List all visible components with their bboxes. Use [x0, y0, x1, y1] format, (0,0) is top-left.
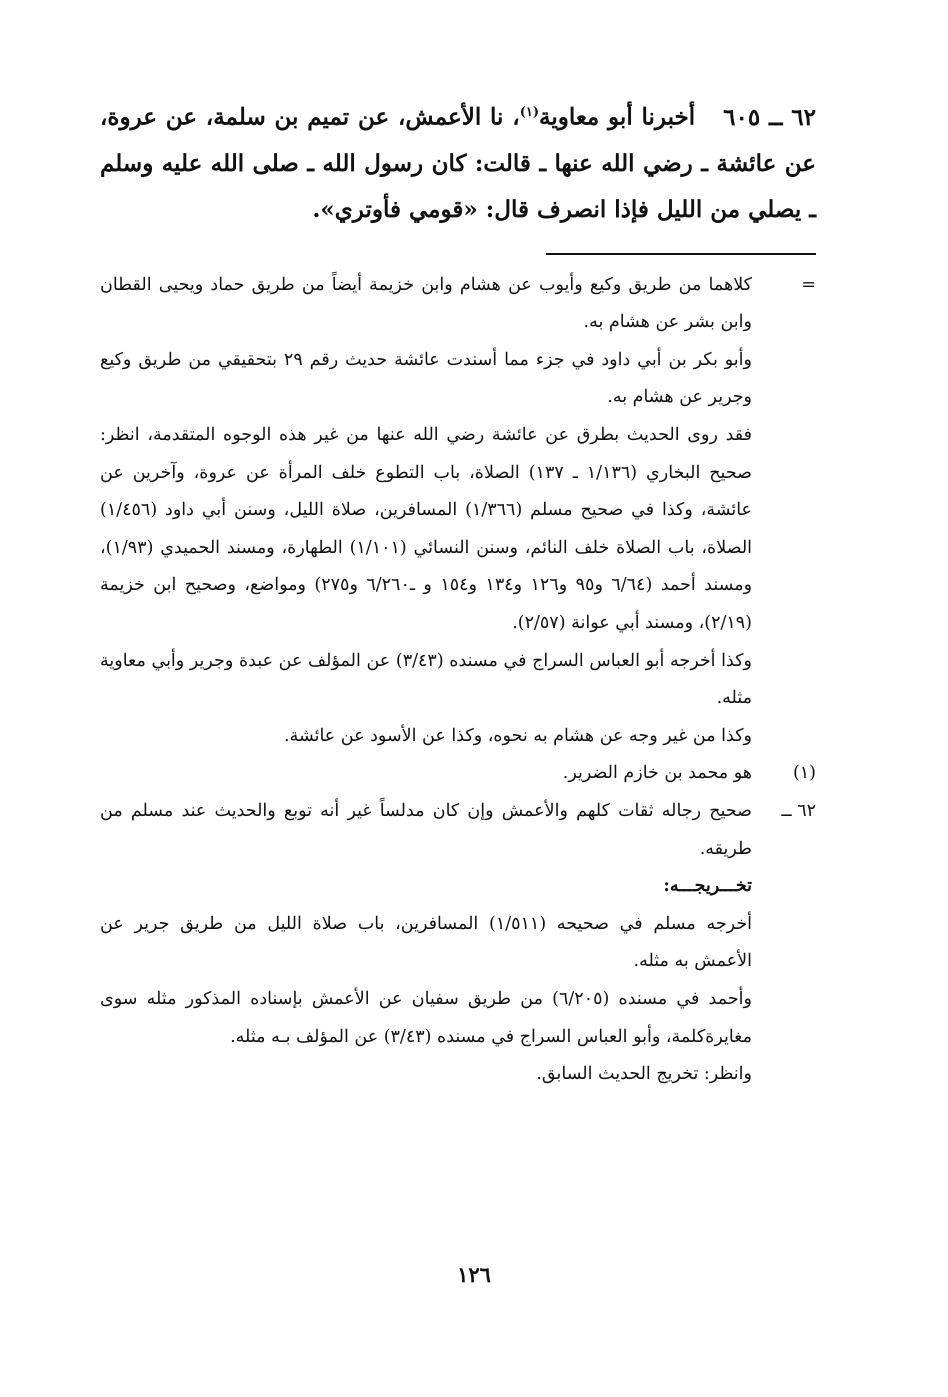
- takhrij-heading: [100, 868, 816, 906]
- page-number: ١٢٦: [457, 1262, 491, 1287]
- footnote-1: [100, 755, 816, 793]
- footnote-1-text: هو محمد بن خازم الضرير.: [562, 763, 752, 784]
- footnote-paragraph-block: [100, 342, 816, 417]
- footnote-separator: [546, 253, 816, 255]
- takhrij-paragraph: أخرجه مسلم في صحيحه (١/٥١١) المسافرين، باب صلاة الليل من طريق جرير عن الأعمش به مثله.: [100, 913, 753, 972]
- hadith-number: ٦٢ ــ ٦٠٥: [723, 103, 816, 131]
- footnote-continuation: [100, 267, 816, 342]
- continuation-marker: =: [801, 274, 816, 295]
- takhrij-paragraph-block: [100, 906, 816, 981]
- footnote-paragraph-block: [100, 643, 816, 718]
- footnotes: [100, 267, 816, 1094]
- takhrij-paragraph: وانظر: تخريج الحديث السابق.: [536, 1064, 752, 1085]
- footnote-paragraph-block: [100, 417, 816, 643]
- takhrij-paragraph-block: [100, 981, 816, 1056]
- footnote-paragraph: وكذا من غير وجه عن هشام به نحوه، وكذا عن الأسود عن عائشة.: [284, 725, 752, 746]
- footnote-62-marker: ٦٢ ــ: [781, 800, 816, 821]
- takhrij-paragraph: وأحمد في مسنده (٦/٢٠٥) من طريق سفيان عن الأعمش بإسناده المذكور مثله سوى مغايرةكلمة، وأبو العباس السراج في مسنده (٣/٤٣) عن المؤلف بـه مثله.: [100, 988, 752, 1047]
- footnote-62-text: صحيح رجاله ثقات كلهم والأعمش وإن كان مدلساً غير أنه توبع والحديث عند مسلم من طريقه.: [100, 800, 752, 859]
- book-page: [100, 90, 816, 1380]
- takhrij-paragraph-block: [100, 1056, 816, 1094]
- hadith-text-start: أخبرنا أبو معاوية: [538, 103, 696, 131]
- hadith-text-rest: ، نا الأعمش، عن تميم بن سلمة، عن عروة، عن عائشة ـ رضي الله عنها ـ قالت: كان رسول الله ـ صلى الله عليه وسلم ـ يصلي من الليل فإذا انصرف قال: «قومي فأوتري».: [100, 103, 816, 223]
- takhrij-heading-text: تخـــريجـــه:: [663, 876, 752, 897]
- footnote-paragraph-block: [100, 718, 816, 756]
- footnote-paragraph: وكذا أخرجه أبو العباس السراج في مسنده (٣/٤٣) عن المؤلف عن عبدة وجرير وأبي معاوية مثله.: [100, 650, 752, 709]
- footnote-ref: (١): [519, 105, 539, 120]
- footnote-paragraph: كلاهما من طريق وكيع وأيوب عن هشام وابن خزيمة أيضاً من طريق حماد ويحيى القطان وابن بشر عن هشام به.: [100, 274, 752, 333]
- footnote-paragraph: وأبو بكر بن أبي داود في جزء مما أسندت عائشة حديث رقم ٢٩ بتحقيقي من طريق وكيع وجرير عن هشام به.: [100, 349, 752, 408]
- footnote-62: [100, 793, 816, 868]
- footnote-1-marker: (١): [792, 763, 816, 784]
- main-hadith: [100, 90, 816, 233]
- footnote-paragraph: فقد روى الحديث بطرق عن عائشة رضي الله عنها من غير هذه الوجوه المتقدمة، انظر: صحيح البخاري (١/١٣٦ ـ ١٣٧) الصلاة، باب التطوع خلف المرأة عن عروة، وآخرين عن عائشة، وكذا في صحيح مسلم (١/٣٦٦) المسافرين، صلاة الليل، وسنن أبي داود (١/٤٥٦) الصلاة، باب الصلاة خلف النائم، وسنن النسائي (١/١٠١) الطهارة، ومسند الحميدي (١/٩٣)، ومسند أحمد (٦/٦٤ و٩٥ و١٢٦ و١٣٤ و١٥٤ و ـ٦/٢٦٠ و٢٧٥) ومواضع، وصحيح ابن خزيمة (٢/١٩)، ومسند أبي عوانة (٢/٥٧).: [100, 425, 753, 633]
